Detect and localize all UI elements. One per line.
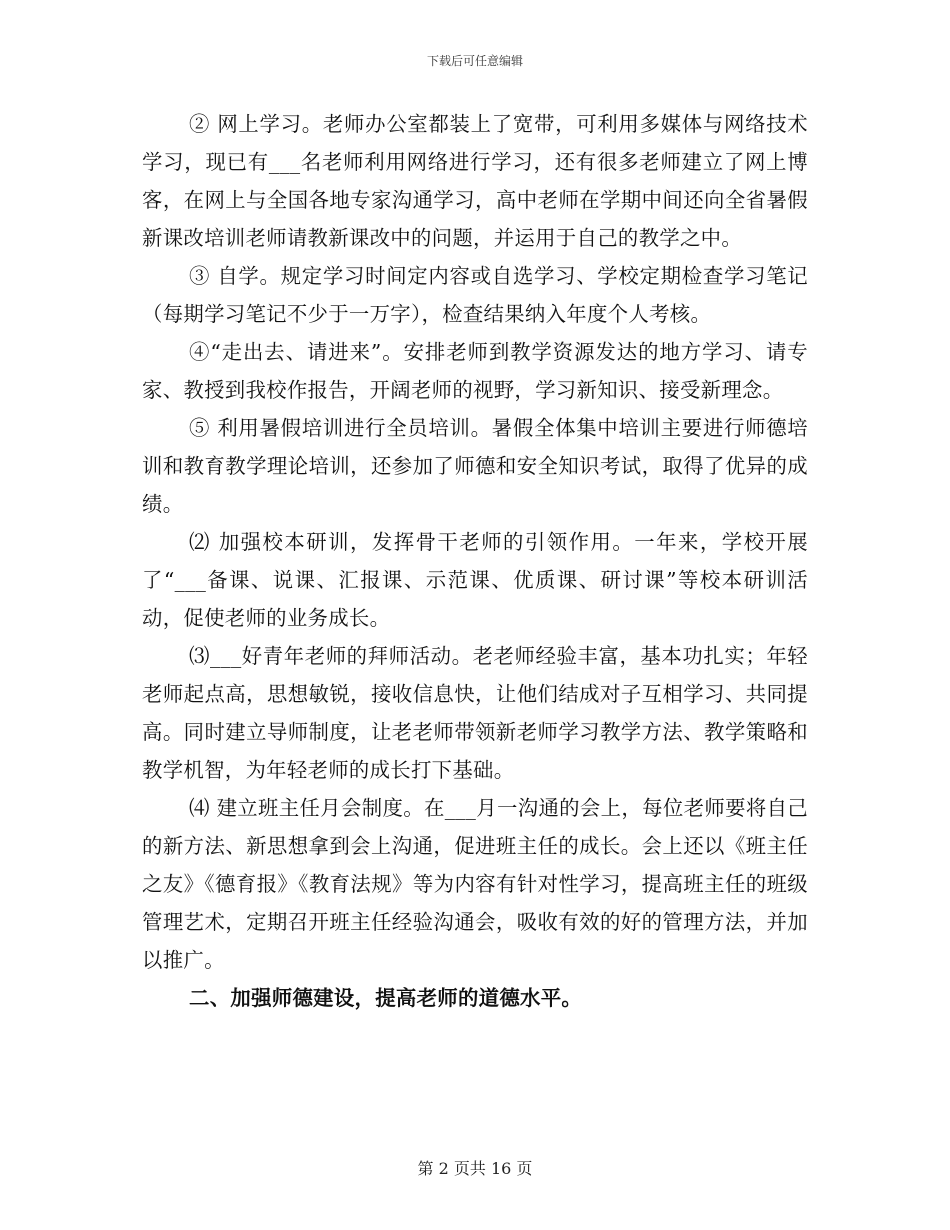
paragraph-class-teacher-meeting: ⑷ 建立班主任月会制度。在___月一沟通的会上，每位老师要将自己的新方法、新思想拿到会上沟通，促进班主任的成长。会上还以《班主任之友》《德育报》《教育法规》等为内容有针对性学习，提高班主任的班级管理艺术，定期召开班主任经验沟通会，吸收有效的好的管理方法，并加以推广。	[142, 796, 808, 972]
paragraph-self-study: ③ 自学。规定学习时间定内容或自选学习、学校定期检查学习笔记（每期学习笔记不少于一万字），检查结果纳入年度个人考核。	[142, 264, 808, 326]
paragraph-mentoring: ⑶___好青年老师的拜师活动。老老师经验丰富，基本功扎实；年轻老师起点高，思想敏锐，接收信息快，让他们结成对子互相学习、共同提高。同时建立导师制度，让老老师带领新老师学习教学方法、教学策略和教学机智，为年轻老师的成长打下基础。	[142, 644, 808, 782]
paragraph-go-out-invite-in: ④“走出去、请进来”。安排老师到教学资源发达的地方学习、请专家、教授到我校作报告，开阔老师的视野，学习新知识、接受新理念。	[142, 340, 808, 402]
section-heading: 二、加强师德建设，提高老师的道德水平。	[189, 986, 583, 1010]
page-number: 第 2 页共 16 页	[417, 1159, 533, 1178]
document-body	[142, 105, 808, 1017]
paragraph-online-learning: ② 网上学习。老师办公室都装上了宽带，可利用多媒体与网络技术学习，现已有___名老师利用网络进行学习，还有很多老师建立了网上博客，在网上与全国各地专家沟通学习，高中老师在学期中间还向全省暑假新课改培训老师请教新课改中的问题，并运用于自己的教学之中。	[142, 112, 808, 250]
paragraph-school-based-research: ⑵ 加强校本研训，发挥骨干老师的引领作用。一年来，学校开展了“___备课、说课、汇报课、示范课、优质课、研讨课”等校本研训活动，促使老师的业务成长。	[142, 530, 808, 630]
page-header: 下载后可任意编辑	[426, 54, 523, 68]
paragraph-summer-training: ⑤ 利用暑假培训进行全员培训。暑假全体集中培训主要进行师德培训和教育教学理论培训，还参加了师德和安全知识考试，取得了优异的成绩。	[142, 416, 808, 516]
